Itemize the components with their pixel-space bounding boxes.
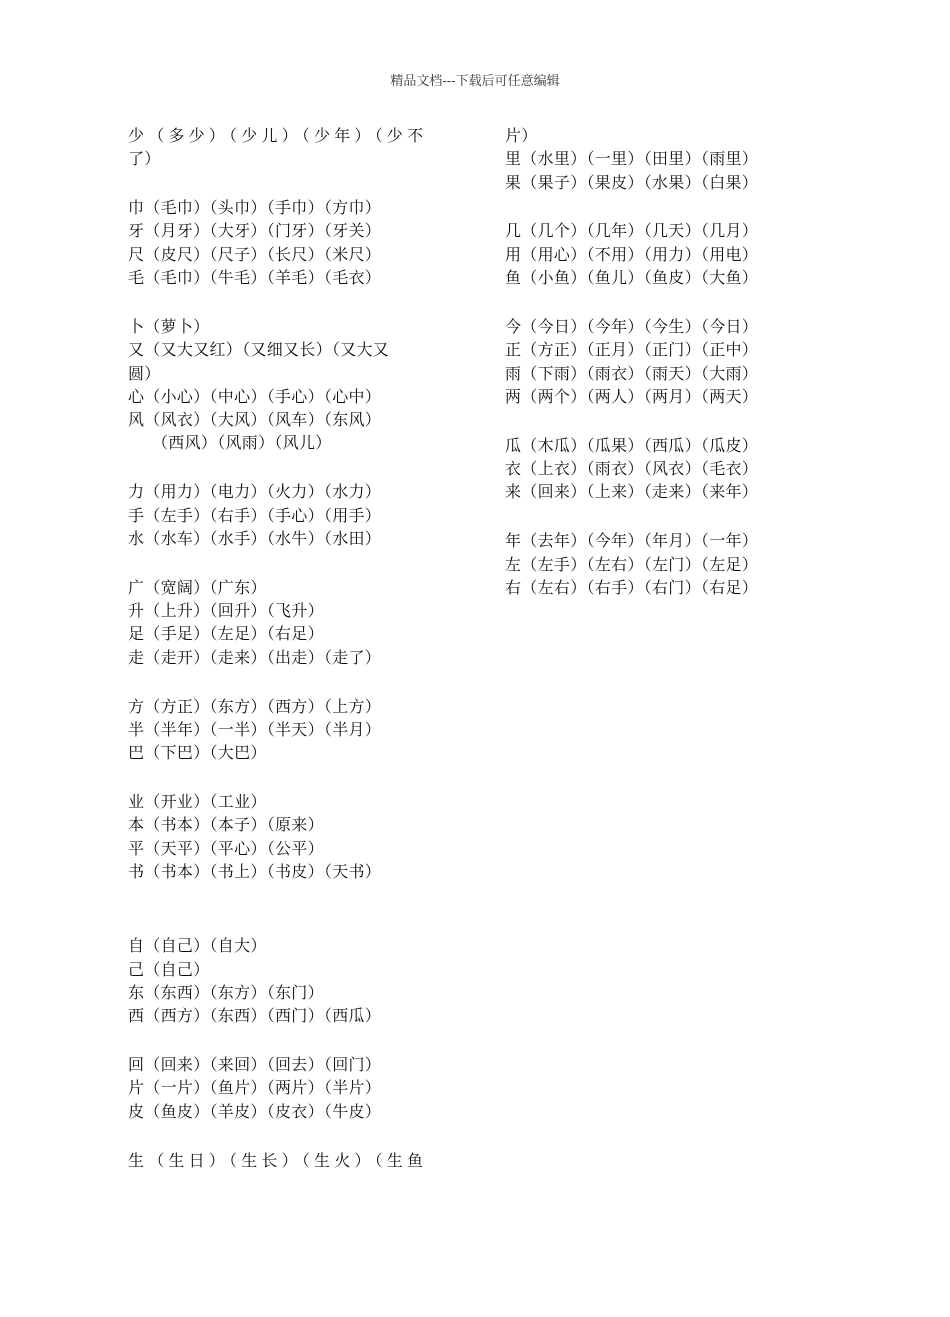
spacer [505, 504, 835, 530]
vocab-line: 巴（下巴）（大巴） [128, 743, 267, 763]
vocab-line: 水（水车）（水手）（水牛）（水田） [128, 528, 382, 548]
vocab-line: 了） [128, 149, 161, 169]
vocab-line: 鱼（小鱼）（鱼儿）（鱼皮）（大鱼） [505, 268, 759, 288]
vocab-line: 力（用力）（电力）（火力）（水力） [128, 482, 382, 502]
vocab-line: 年（去年）（今年）（年月）（一年） [505, 531, 759, 551]
left-column [128, 124, 458, 1172]
vocab-line: 书（书本）（书上）（书皮）（天书） [128, 861, 382, 881]
spacer [128, 1027, 458, 1053]
vocab-line: 平（天平）（平心）（公平） [128, 838, 324, 858]
vocab-line: 走（走开）（走来）（出走）（走了） [128, 647, 382, 667]
vocab-line: 卜（萝卜） [128, 316, 210, 336]
spacer [128, 883, 458, 934]
vocab-line: 用（用心）（不用）（用力）（用电） [505, 244, 759, 264]
spacer [505, 289, 835, 315]
vocab-line: 毛（毛巾）（牛毛）（羊毛）（毛衣） [128, 268, 382, 288]
vocab-line: 方（方正）（东方）（西方）（上方） [128, 696, 382, 716]
vocab-line: 生（生日）（生长）（生火）（生鱼 [128, 1150, 428, 1170]
spacer [128, 1123, 458, 1149]
vocab-line: 牙（月牙）（大牙）（门牙）（牙关） [128, 221, 382, 241]
vocab-line: 几（几个）（几年）（几天）（几月） [505, 221, 759, 241]
vocab-line: 自（自己）（自大） [128, 936, 267, 956]
vocab-line: 两（两个）（两人）（两月）（两天） [505, 386, 759, 406]
vocab-line: 本（书本）（本子）（原来） [128, 815, 324, 835]
vocab-line: 业（开业）（工业） [128, 792, 267, 812]
vocab-line: 东（东西）（东方）（东门） [128, 982, 324, 1002]
vocab-line: 心（小心）（中心）（手心）（心中） [128, 386, 382, 406]
vocab-line: 又（又大又红）（又细又长）（又大又 [128, 340, 390, 360]
vocab-line: 广（宽阔）（广东） [128, 577, 267, 597]
spacer [128, 171, 458, 197]
vocab-line: 圆） [128, 363, 161, 383]
spacer [128, 765, 458, 791]
vocab-line: 少（多少）（少儿）（少年）（少不 [128, 126, 428, 145]
vocab-line: 皮（鱼皮）（羊皮）（皮衣）（牛皮） [128, 1101, 382, 1121]
vocab-line: 升（上升）（回升）（飞升） [128, 601, 324, 621]
vocab-line: 尺（皮尺）（尺子）（长尺）（米尺） [128, 244, 382, 264]
vocab-line: 片） [505, 126, 538, 145]
spacer [505, 408, 835, 434]
vocab-line: 今（今日）（今年）（今生）（今日） [505, 316, 759, 336]
vocab-line: 左（左手）（左右）（左门）（左足） [505, 554, 759, 574]
vocab-line: 来（回来）（上来）（走来）（来年） [505, 482, 759, 502]
spacer [128, 455, 458, 481]
vocab-line: 巾（毛巾）（头巾）（手巾）（方巾） [128, 198, 382, 218]
spacer [505, 194, 835, 220]
spacer [128, 289, 458, 315]
vocab-line: 半（半年）（一半）（半天）（半月） [128, 719, 382, 739]
vocab-line: 己（自己） [128, 959, 210, 979]
vocab-line: 里（水里）（一里）（田里）（雨里） [505, 149, 759, 169]
vocab-line: 片（一片）（鱼片）（两片）（半片） [128, 1078, 382, 1098]
vocab-line: 手（左手）（右手）（手心）（用手） [128, 505, 382, 525]
vocab-line: 果（果子）（果皮）（水果）（白果） [505, 172, 759, 192]
vocab-line: 风（风衣）（大风）（风车）（东风） [128, 410, 382, 430]
right-column [505, 124, 835, 599]
vocab-line: 衣（上衣）（雨衣）（风衣）（毛衣） [505, 459, 759, 479]
page-header: 精品文档---下载后可任意编辑 [390, 74, 560, 89]
spacer [128, 669, 458, 695]
vocab-line: （西风）（风雨）（风儿） [152, 433, 332, 453]
spacer [128, 550, 458, 576]
vocab-line: 瓜（木瓜）（瓜果）（西瓜）（瓜皮） [505, 435, 759, 455]
vocab-line: 雨（下雨）（雨衣）（雨天）（大雨） [505, 363, 759, 383]
vocab-line: 右（左右）（右手）（右门）（右足） [505, 577, 759, 597]
vocab-line: 回（回来）（来回）（回去）（回门） [128, 1055, 382, 1075]
vocab-line: 足（手足）（左足）（右足） [128, 624, 324, 644]
vocab-line: 西（西方）（东西）（西门）（西瓜） [128, 1006, 382, 1026]
vocab-line: 正（方正）（正月）（正门）（正中） [505, 340, 759, 360]
